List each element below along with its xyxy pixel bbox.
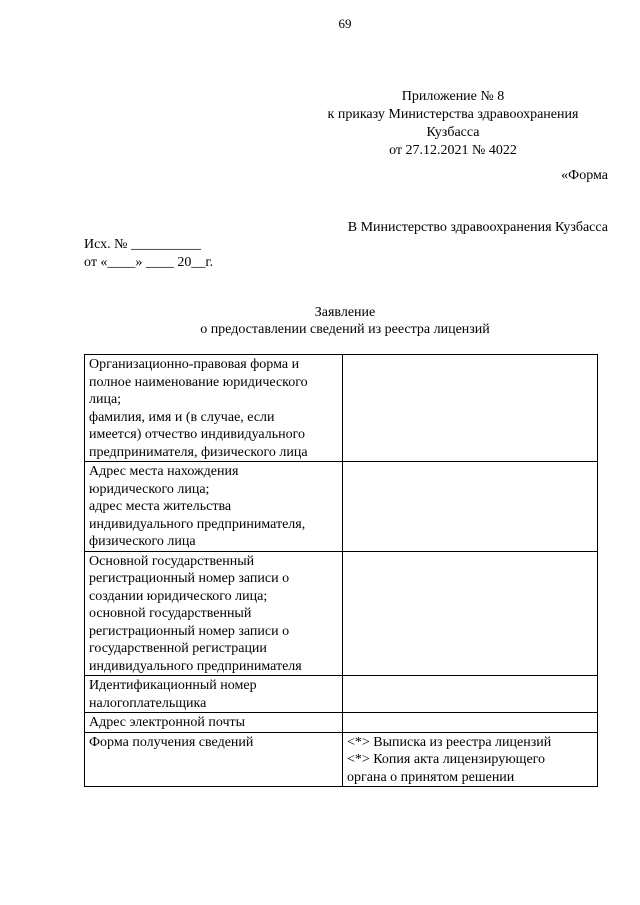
field-label-line: имеется) отчество индивидуального (89, 427, 306, 442)
table-row (85, 551, 598, 676)
field-label-line: юридического лица; (89, 481, 210, 497)
field-value-cell[interactable] (343, 713, 598, 733)
field-value-cell[interactable] (343, 355, 598, 462)
appendix-line-1: Приложение № 8 (401, 89, 505, 104)
field-label-line: Идентификационный номер (89, 678, 257, 693)
field-label-line: индивидуального предпринимателя (89, 658, 302, 674)
field-label-line: Адрес места нахождения (89, 464, 239, 479)
field-label-line: основной государственный (89, 606, 252, 621)
field-label-line: создании юридического лица; (89, 588, 268, 604)
field-label-line: фамилия, имя и (в случае, если (89, 409, 275, 425)
field-label-cell (85, 551, 343, 676)
field-label-line: индивидуального предпринимателя, (89, 516, 306, 532)
outgoing-number: Исх. № __________ (84, 237, 201, 252)
field-label-line: налогоплательщика (89, 695, 207, 711)
field-value-cell[interactable] (343, 676, 598, 713)
field-label-cell (85, 676, 343, 713)
field-label-line: Организационно-правовая форма и (89, 357, 300, 372)
field-label-line: полное наименование юридического (89, 374, 308, 390)
field-label-line: государственной регистрации (89, 641, 267, 656)
field-label-line: физического лица (89, 534, 196, 549)
field-label-line: регистрационный номер записи о (89, 571, 290, 586)
appendix-line-3: Кузбасса (426, 125, 480, 140)
field-label-line: Основной государственный (89, 553, 255, 569)
field-label-line: лица; (89, 392, 122, 407)
table-row (85, 355, 598, 462)
table-row (85, 732, 598, 787)
appendix-header (300, 88, 606, 160)
addressee: В Министерство здравоохранения Кузбасса (347, 220, 608, 235)
field-label-cell (85, 462, 343, 552)
outgoing-reference (84, 236, 213, 272)
form-label: «Форма (561, 168, 608, 183)
document-title (0, 304, 640, 338)
title-line-1: Заявление (314, 305, 376, 320)
outgoing-date: от «____» ____ 20__г. (84, 255, 214, 270)
field-value-cell[interactable] (343, 732, 598, 787)
application-form-table (84, 354, 598, 787)
field-value-line: органа о принятом решении (347, 769, 515, 785)
table-row (85, 462, 598, 552)
appendix-line-4: от 27.12.2021 № 4022 (389, 143, 517, 158)
table-row (85, 676, 598, 713)
field-label-line: Адрес электронной почты (89, 715, 246, 730)
page-number: 69 (338, 16, 352, 31)
title-line-2: о предоставлении сведений из реестра лицензий (200, 322, 490, 337)
field-label-cell (85, 713, 343, 733)
field-value-cell[interactable] (343, 551, 598, 676)
field-label-line: предпринимателя, физического лица (89, 444, 308, 460)
field-value-cell[interactable] (343, 462, 598, 552)
table-row (85, 713, 598, 733)
field-label-line: адрес места жительства (89, 499, 232, 514)
field-label-cell (85, 355, 343, 462)
field-label-cell (85, 732, 343, 787)
field-value-line: <*> Копия акта лицензирующего (347, 752, 546, 767)
field-label-line: регистрационный номер записи о (89, 623, 290, 639)
appendix-line-2: к приказу Министерства здравоохранения (327, 107, 579, 122)
field-label-line: Форма получения сведений (89, 734, 254, 750)
field-value-line: <*> Выписка из реестра лицензий (347, 734, 552, 750)
